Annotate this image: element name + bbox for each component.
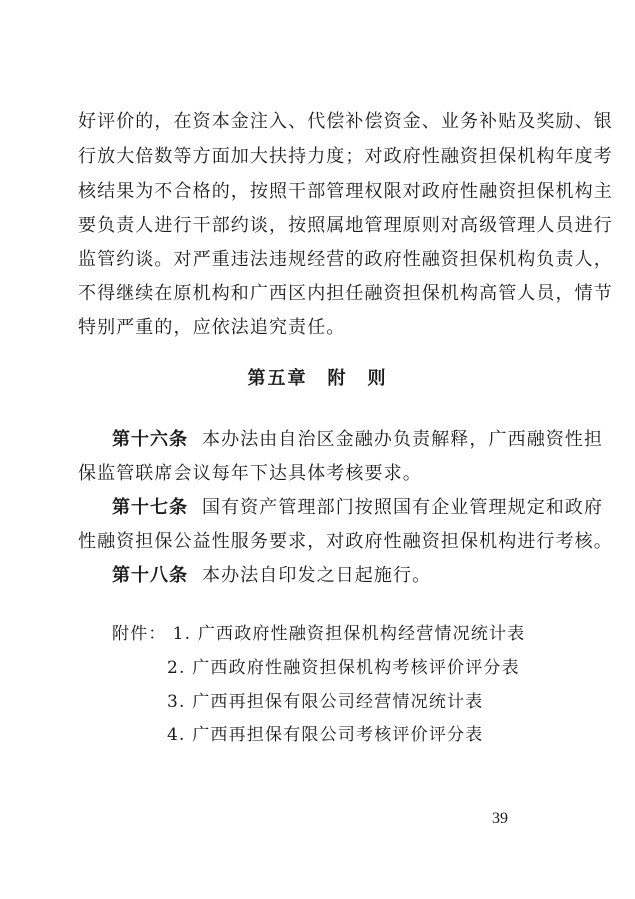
attachment-2: 2. 广西政府性融资担保机构考核评价评分表: [167, 658, 520, 678]
article-17: [112, 496, 603, 520]
article-16-label: 第十六条: [112, 429, 188, 450]
chapter-heading: 第五章 附 则: [247, 368, 388, 389]
attachment-1: [112, 622, 525, 646]
attachment-3: 3. 广西再担保有限公司经营情况统计表: [167, 692, 484, 712]
body-line-1: 好评价的，在资本金注入、代偿补偿资金、业务补贴及奖励、银: [78, 111, 613, 132]
article-16-text: 本办法由自治区金融办负责解释，广西融资性担: [202, 429, 604, 450]
article-17-continuation: 性融资担保公益性服务要求，对政府性融资担保机构进行考核。: [78, 531, 613, 552]
body-line-7: 特别严重的，应依法追究责任。: [78, 317, 346, 338]
body-line-2: 行放大倍数等方面加大扶持力度；对政府性融资担保机构年度考: [78, 146, 613, 167]
article-17-label: 第十七条: [112, 497, 188, 518]
article-16-continuation: 保监管联席会议每年下达具体考核要求。: [78, 463, 422, 484]
body-line-4: 要负责人进行干部约谈，按照属地管理原则对高级管理人员进行: [78, 215, 613, 236]
article-17-text: 国有资产管理部门按照国有企业管理规定和政府: [202, 497, 604, 518]
attachment-1-text: 1. 广西政府性融资担保机构经营情况统计表: [172, 624, 526, 644]
attachment-4: 4. 广西再担保有限公司考核评价评分表: [167, 725, 484, 745]
article-16: [112, 428, 603, 452]
body-line-6: 不得继续在原机构和广西区内担任融资担保机构高管人员，情节: [78, 283, 613, 304]
article-18-text: 本办法自印发之日起施行。: [202, 565, 432, 586]
article-18-label: 第十八条: [112, 565, 188, 586]
body-line-3: 核结果为不合格的，按照干部管理权限对政府性融资担保机构主: [78, 181, 613, 202]
page-number: 39: [492, 810, 508, 827]
body-line-5: 监管约谈。对严重违法违规经营的政府性融资担保机构负责人，: [78, 249, 613, 270]
attachments-label: 附件：: [112, 624, 167, 644]
article-18: [112, 564, 431, 588]
